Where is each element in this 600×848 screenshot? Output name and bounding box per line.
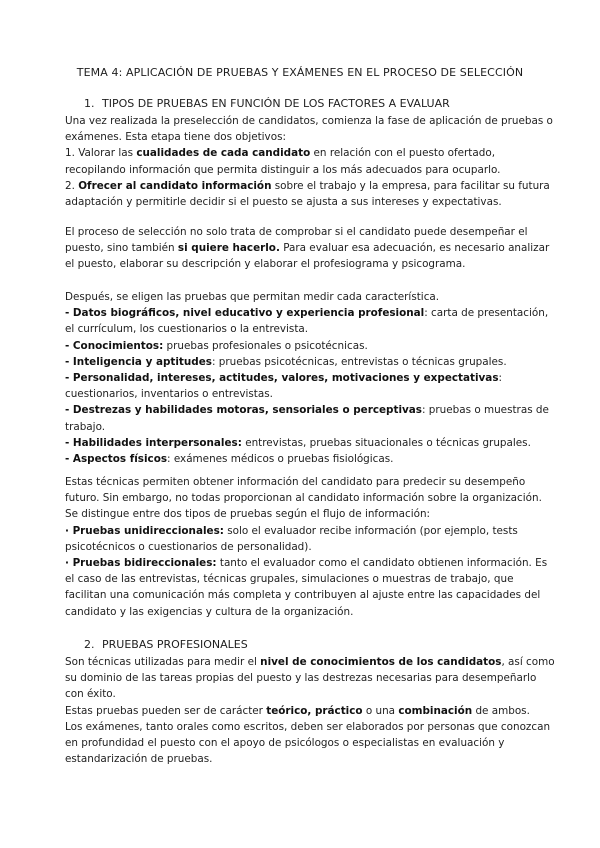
list-item: - Personalidad, intereses, actitudes, valores, motivaciones y expectativas: cuestionarios, inventarios o entrevistas. xyxy=(65,372,503,401)
objective-1: 1. Valorar las cualidades de cada candidato en relación con el puesto ofertado, recopilando información que permita distinguir a los más adecuados para ocuparlo. xyxy=(65,147,501,176)
section-2-number: 2. xyxy=(84,638,95,651)
list-item: - Conocimientos: pruebas profesionales o psicotécnicas. xyxy=(65,339,368,352)
objective-2: 2. Ofrecer al candidato información sobre el trabajo y la empresa, para facilitar su futura adaptación y permitirle decidir si el puesto se ajusta a sus intereses y expectativas. xyxy=(65,179,550,209)
document-title: TEMA 4: APLICACIÓN DE PRUEBAS Y EXÁMENES EN EL PROCESO DE SELECCIÓN xyxy=(76,66,524,79)
section-1-number: 1. xyxy=(84,97,95,110)
section-1-intro: Una vez realizada la preselección de candidatos, comienza la fase de aplicación de pruebas o exámenes. Esta etapa tiene dos objetivos: xyxy=(65,115,553,144)
list-item: - Inteligencia y aptitudes: pruebas psicotécnicas, entrevistas o técnicas grupales. xyxy=(65,355,507,368)
section-2-title: PRUEBAS PROFESIONALES xyxy=(102,638,248,651)
section-1-paragraph-2: El proceso de selección no solo trata de comprobar si el candidato puede desempeñar el puesto, sino también si quiere hacerlo. Para evaluar esa adecuación, es necesario analizar el puesto, elaborar su descripción y elaborar el profesiograma y psicograma. xyxy=(65,226,550,271)
factors-list-intro: Después, se eligen las pruebas que permitan medir cada característica. xyxy=(65,291,440,303)
list-item: - Habilidades interpersonales: entrevistas, pruebas situacionales o técnicas grupales. xyxy=(65,436,531,449)
section-2-paragraph-3: Los exámenes, tanto orales como escritos, deben ser elaborados por personas que conozcan en profundidad el puesto con el apoyo de psicólogos o especialistas en evaluación y estandarización de pruebas. xyxy=(65,720,551,766)
section-2-paragraph-1: Son técnicas utilizadas para medir el nivel de conocimientos de los candidatos, así como su dominio de las tareas propias del puesto y las destrezas necesarias para desempeñarlo con éxito. xyxy=(65,656,555,701)
list-item: - Aspectos físicos: exámenes médicos o pruebas fisiológicas. xyxy=(65,453,394,466)
section-2-body xyxy=(65,654,555,767)
section-2-heading xyxy=(84,638,248,652)
section-1-intro-block xyxy=(65,113,555,210)
bidirectional-tests: · Pruebas bidireccionales: tanto el evaluador como el candidato obtienen información. Es el caso de las entrevistas, técnicas grupales, simulaciones o muestras de trabajo, que facilitan una comunicación más completa y contribuyen al ajuste entre las capacidades del candidato y las exigencias y cultura de la organización. xyxy=(65,557,548,618)
section-1-paragraph-3: Estas técnicas permiten obtener información del candidato para predecir su desempeño futuro. Sin embargo, no todas proporcionan al candidato información sobre la organización. Se distingue entre dos tipos de pruebas según el flujo de información: xyxy=(65,476,542,521)
unidirectional-tests: · Pruebas unidireccionales: solo el evaluador recibe información (por ejemplo, tests psicotécnicos o cuestionarios de personalidad). xyxy=(65,524,518,553)
section-2-paragraph-2: Estas pruebas pueden ser de carácter teórico, práctico o una combinación de ambos. xyxy=(65,704,530,717)
list-item: - Destrezas y habilidades motoras, sensoriales o perceptivas: pruebas o muestras de trabajo. xyxy=(65,404,549,433)
test-types-block xyxy=(65,474,555,620)
section-1-heading xyxy=(84,97,450,111)
list-item: - Datos biográficos, nivel educativo y experiencia profesional: carta de presentación, el currículum, los cuestionarios o la entrevista. xyxy=(65,307,549,336)
factors-list-block xyxy=(65,289,555,467)
section-1-title: TIPOS DE PRUEBAS EN FUNCIÓN DE LOS FACTORES A EVALUAR xyxy=(102,97,450,110)
